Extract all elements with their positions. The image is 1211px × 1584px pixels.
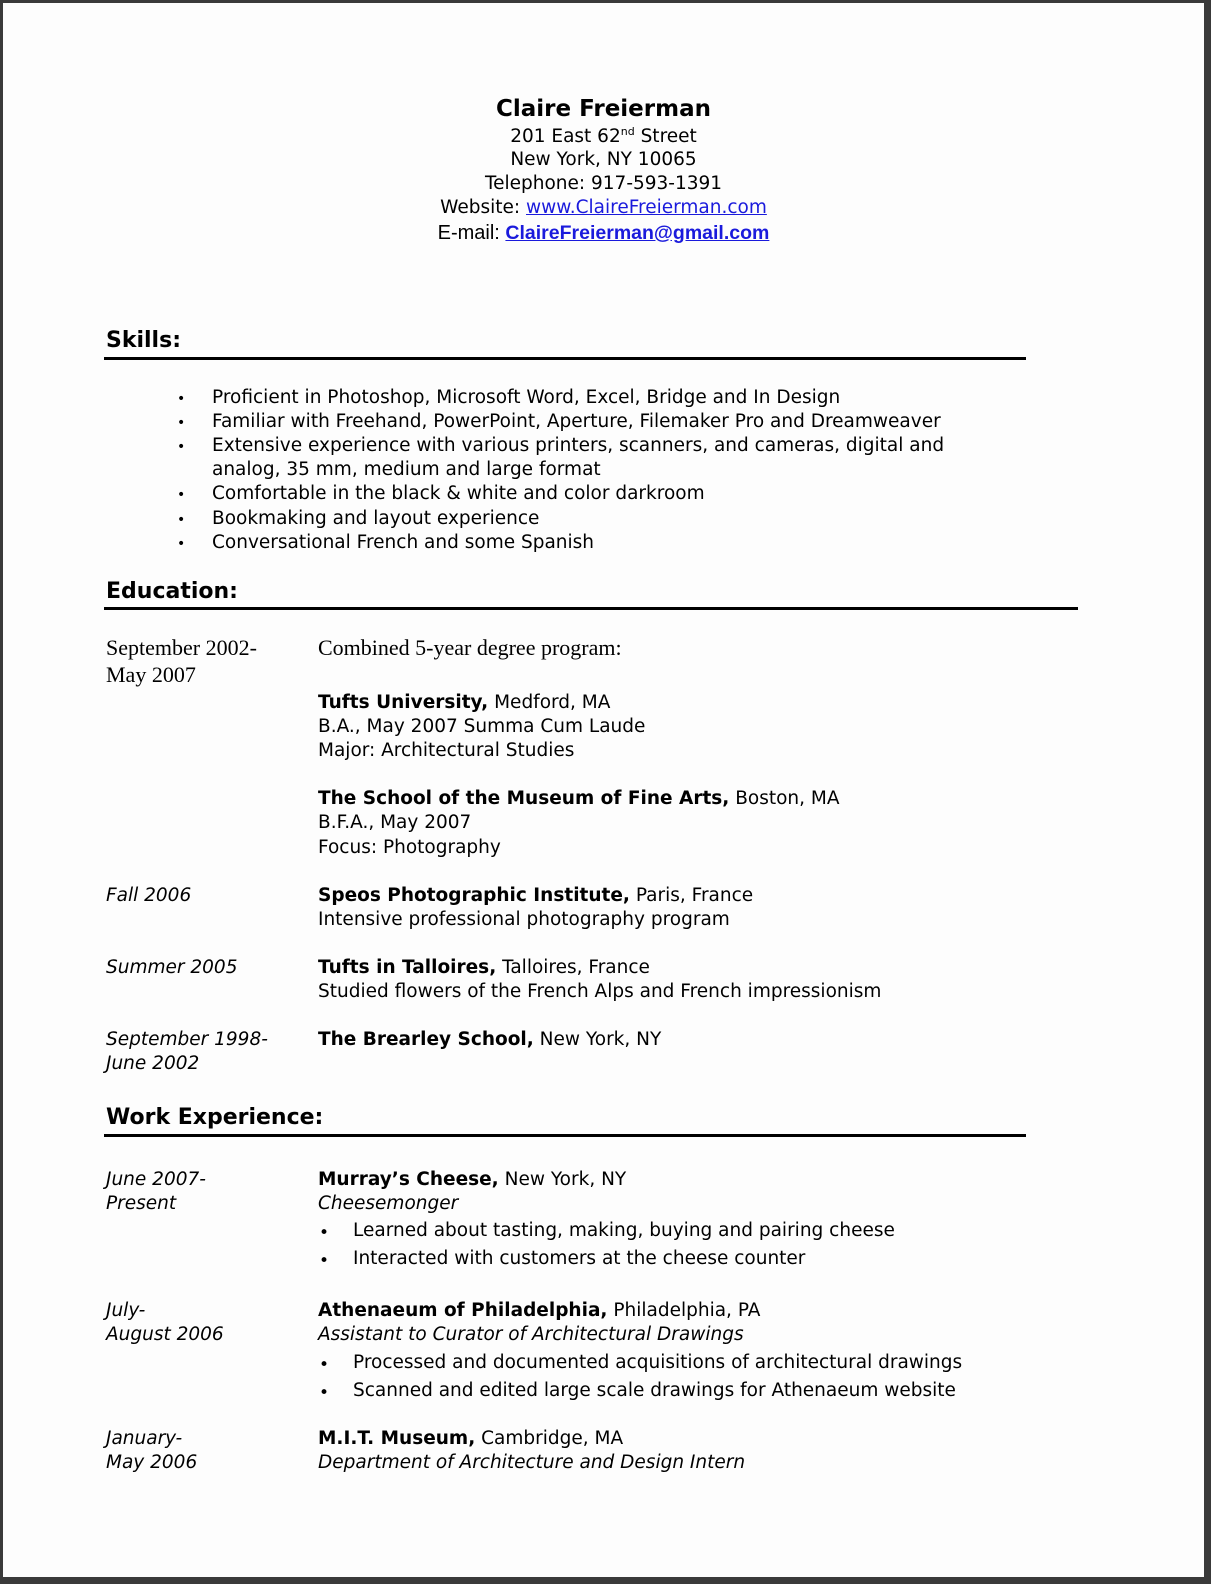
edu-detail: Intensive professional photography program (318, 909, 730, 930)
email-link[interactable]: ClaireFreierman@gmail.com (505, 222, 770, 244)
email-line (3, 222, 1204, 245)
bullet-icon: • (319, 1251, 330, 1271)
edu-program-intro: Combined 5-year degree program: (318, 635, 622, 660)
bullet-icon: • (177, 415, 186, 431)
edu-school: Tufts in Talloires, Talloires, France (318, 957, 650, 978)
work-bullet: Scanned and edited large scale drawings for Athenaeum website (353, 1380, 956, 1401)
skill-item-continued: analog, 35 mm, medium and large format (212, 459, 601, 480)
work-date: May 2006 (106, 1452, 198, 1473)
work-bullet: Interacted with customers at the cheese counter (353, 1248, 806, 1269)
skill-item: Conversational French and some Spanish (212, 532, 595, 553)
work-role: Department of Architecture and Design Intern (318, 1452, 746, 1473)
work-heading: Work Experience: (106, 1105, 324, 1130)
work-employer: M.I.T. Museum, Cambridge, MA (318, 1428, 624, 1449)
edu-date: Fall 2006 (106, 885, 192, 906)
work-role: Cheesemonger (318, 1193, 459, 1214)
work-role: Assistant to Curator of Architectural Drawings (318, 1324, 744, 1345)
work-divider (104, 1134, 1026, 1137)
work-date: August 2006 (106, 1324, 224, 1345)
website-link[interactable]: www.ClaireFreierman.com (526, 197, 767, 218)
skill-item: Extensive experience with various printers, scanners, and cameras, digital and (212, 435, 945, 456)
email-label: E-mail: (437, 222, 506, 244)
website-label: Website: (440, 197, 527, 218)
work-bullet: Learned about tasting, making, buying and pairing cheese (353, 1220, 895, 1241)
skills-heading: Skills: (106, 328, 181, 353)
edu-detail: Focus: Photography (318, 837, 501, 858)
education-heading: Education: (106, 579, 238, 604)
bullet-icon: • (177, 439, 186, 455)
work-employer: Athenaeum of Philadelphia, Philadelphia, PA (318, 1300, 761, 1321)
work-date: June 2007- (106, 1169, 206, 1190)
candidate-name: Claire Freierman (496, 96, 711, 122)
edu-school: The School of the Museum of Fine Arts, Boston, MA (318, 788, 840, 809)
bullet-icon: • (319, 1383, 330, 1403)
address-line-2: New York, NY 10065 (510, 149, 697, 170)
edu-date: September 1998- (106, 1029, 268, 1050)
edu-school: The Brearley School, New York, NY (318, 1029, 662, 1050)
work-employer: Murray’s Cheese, New York, NY (318, 1169, 627, 1190)
telephone: Telephone: 917-593-1391 (484, 173, 723, 194)
edu-detail: B.F.A., May 2007 (318, 812, 472, 833)
address-line-1: 201 East 62nd Street (510, 125, 697, 148)
skill-item: Proficient in Photoshop, Microsoft Word, Excel, Bridge and In Design (212, 387, 841, 408)
education-divider (104, 607, 1078, 610)
skill-item: Familiar with Freehand, PowerPoint, Aperture, Filemaker Pro and Dreamweaver (212, 411, 941, 432)
skill-item: Bookmaking and layout experience (212, 508, 540, 529)
edu-school: Speos Photographic Institute, Paris, France (318, 885, 754, 906)
edu-date: May 2007 (106, 662, 196, 687)
work-date: July- (106, 1300, 146, 1321)
skill-item: Comfortable in the black & white and color darkroom (212, 483, 705, 504)
bullet-icon: • (177, 512, 186, 528)
edu-date: September 2002- (106, 635, 257, 660)
website-line (3, 197, 1204, 218)
work-bullet: Processed and documented acquisitions of architectural drawings (353, 1352, 963, 1373)
work-date: Present (106, 1193, 177, 1214)
work-date: January- (106, 1428, 183, 1449)
edu-detail: B.A., May 2007 Summa Cum Laude (318, 716, 646, 737)
bullet-icon: • (177, 487, 186, 503)
edu-detail: Major: Architectural Studies (318, 740, 575, 761)
bullet-icon: • (319, 1223, 330, 1243)
bullet-icon: • (177, 536, 186, 552)
resume-page (3, 3, 1204, 1577)
edu-detail: Studied flowers of the French Alps and French impressionism (318, 981, 882, 1002)
edu-school: Tufts University, Medford, MA (318, 692, 611, 713)
bullet-icon: • (177, 391, 186, 407)
bullet-icon: • (319, 1355, 330, 1375)
skills-divider (104, 357, 1026, 360)
edu-date: Summer 2005 (106, 957, 238, 978)
edu-date: June 2002 (106, 1053, 200, 1074)
